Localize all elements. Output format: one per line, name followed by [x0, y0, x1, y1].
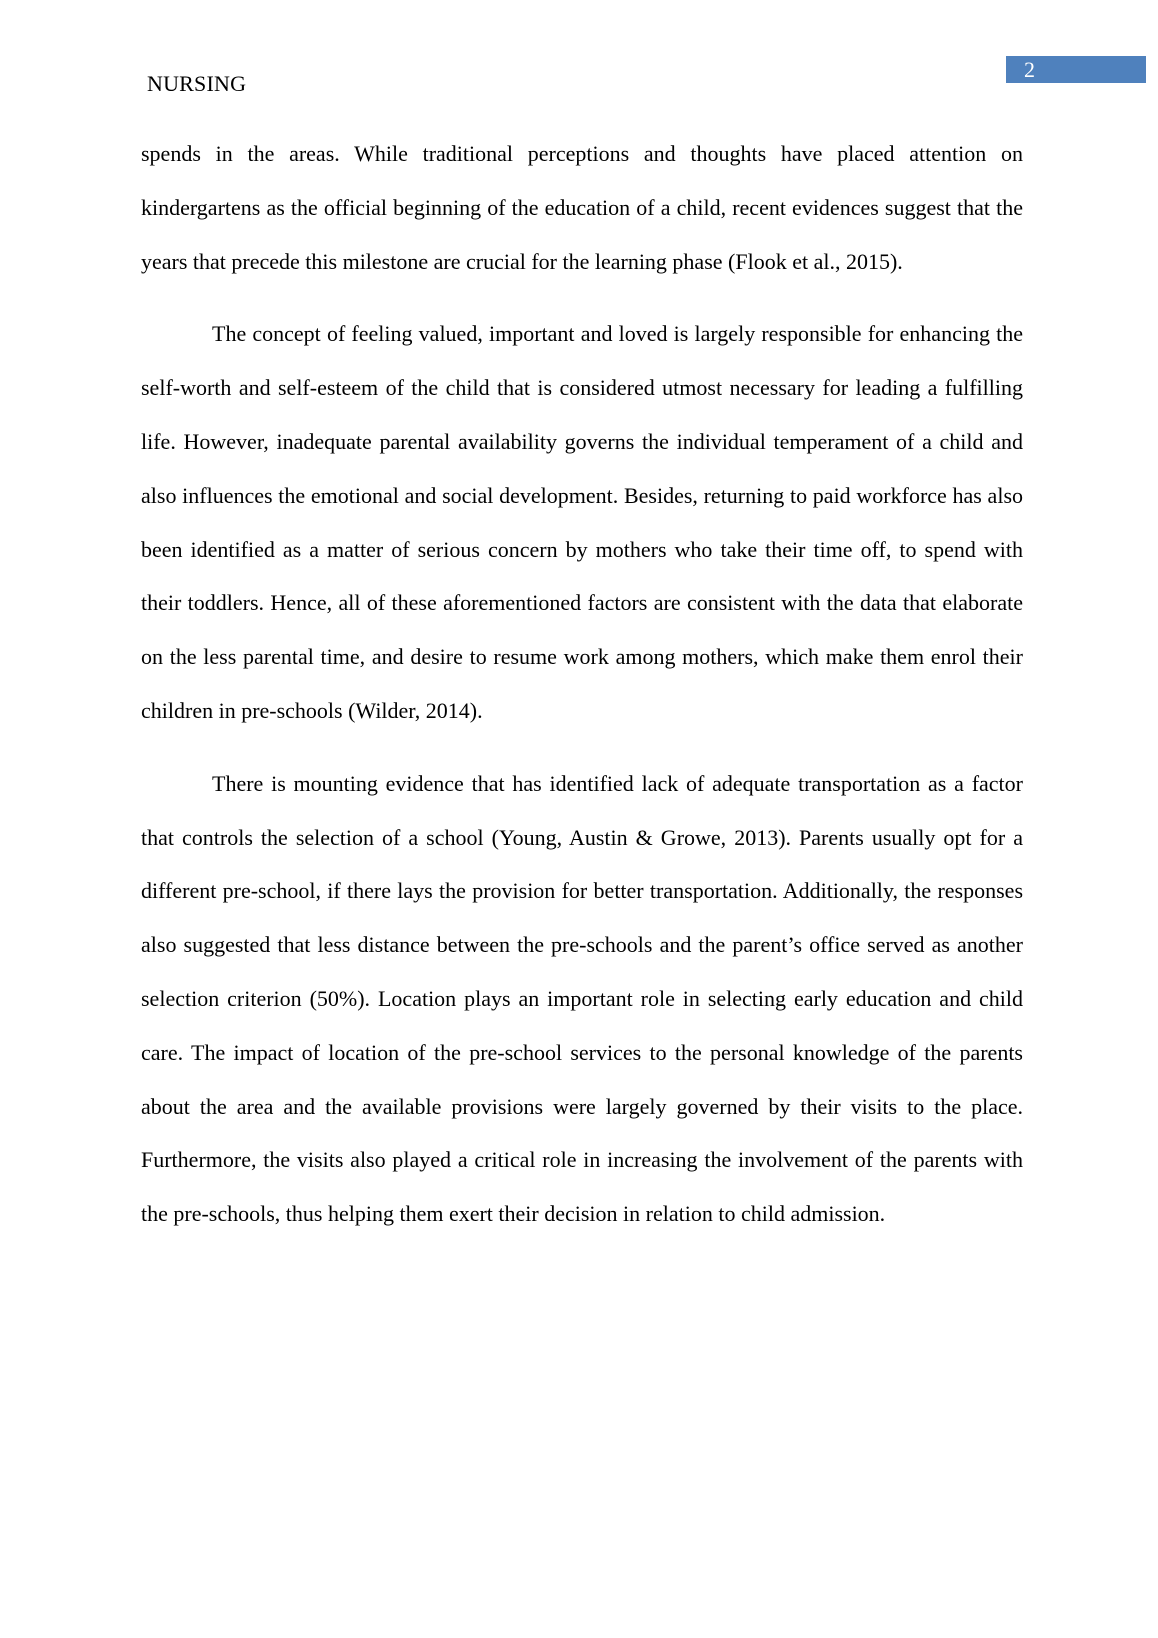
body-text: [141, 127, 1023, 1260]
page-number: 2: [1024, 57, 1035, 82]
paragraph-continuation: spends in the areas. While traditional perceptions and thoughts have placed attention on kindergartens as the official beginning of the education of a child, recent evidences suggest that the years that precede this milestone are crucial for the learning phase (Flook et al., 2015).: [141, 141, 1023, 274]
page-number-bar: [1006, 56, 1146, 83]
running-head: NURSING: [147, 71, 247, 96]
paragraph-parental-availability: The concept of feeling valued, important and loved is largely responsible for enhancing the self-worth and self-esteem of the child that is considered utmost necessary for leading a fulfilling life. However, inadequate parental availability governs the individual temperament of a child and also influences the emotional and social development. Besides, returning to paid workforce has also been identified as a matter of serious concern by mothers who take their time off, to spend with their toddlers. Hence, all of these aforementioned factors are consistent with the data that elaborate on the less parental time, and desire to resume work among mothers, which make them enrol their children in pre-schools (Wilder, 2014).: [141, 321, 1023, 723]
paragraph-transportation-location: There is mounting evidence that has identified lack of adequate transportation as a factor that controls the selection of a school (Young, Austin & Growe, 2013). Parents usually opt for a different pre-school, if there lays the provision for better transportation. Additionally, the responses also suggested that less distance between the pre-schools and the parent’s office served as another selection criterion (50%). Location plays an important role in selecting early education and child care. The impact of location of the pre-school services to the personal knowledge of the parents about the area and the available provisions were largely governed by their visits to the place. Furthermore, the visits also played a critical role in increasing the involvement of the parents with the pre-schools, thus helping them exert their decision in relation to child admission.: [141, 770, 1023, 1227]
